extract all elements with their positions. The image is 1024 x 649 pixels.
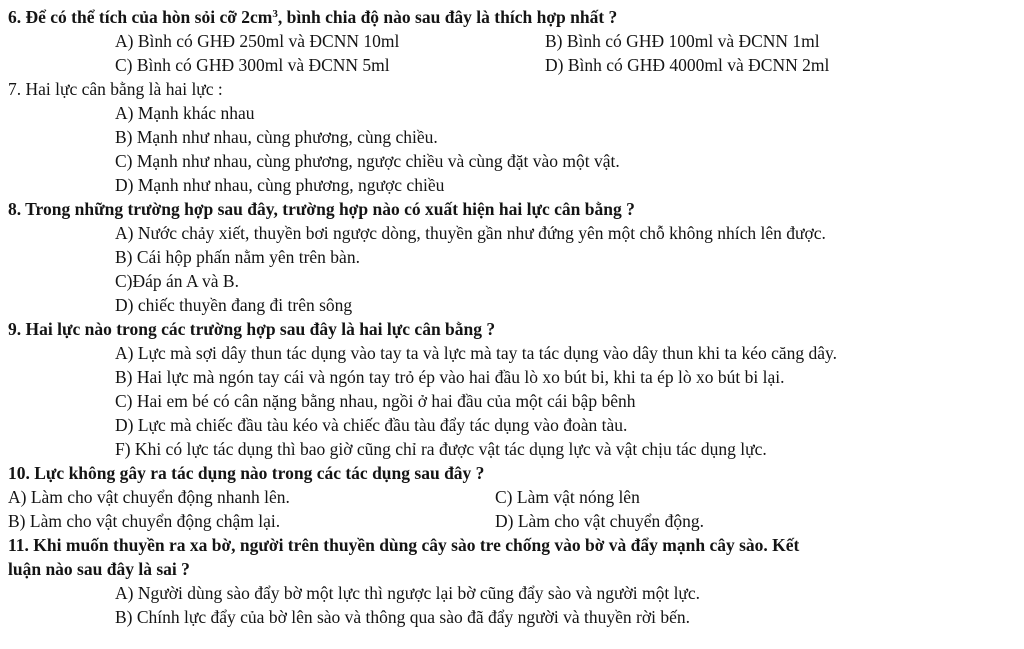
question-9-option-d: D) Lực mà chiếc đầu tàu kéo và chiếc đầu tàu đẩy tác dụng vào đoàn tàu. — [115, 415, 628, 435]
question-9-option-f: F) Khi có lực tác dụng thì bao giờ cũng chỉ ra được vật tác dụng lực và vật chịu tác dụng lực. — [115, 439, 767, 459]
question-11-stem-line-2: luận nào sau đây là sai ? — [8, 559, 190, 579]
question-6-stem-pre: 6. Để có thể tích của hòn sỏi cỡ 2cm — [8, 7, 273, 27]
question-10-option-b: B) Làm cho vật chuyển động chậm lại. — [8, 511, 281, 531]
question-7-option-d: D) Mạnh như nhau, cùng phương, ngược chiều — [115, 175, 445, 195]
question-11-option-b: B) Chính lực đẩy của bờ lên sào và thông qua sào đã đẩy người và thuyền rời bến. — [115, 607, 691, 627]
question-6-stem-post: , bình chia độ nào sau đây là thích hợp nhất ? — [277, 7, 618, 27]
question-11-stem-line-1: 11. Khi muốn thuyền ra xa bờ, người trên thuyền dùng cây sào tre chống vào bờ và đẩy mạnh cây sào. Kết — [8, 535, 800, 555]
question-7-option-a: A) Mạnh khác nhau — [115, 103, 255, 123]
question-9-option-b: B) Hai lực mà ngón tay cái và ngón tay trỏ ép vào hai đầu lò xo bút bi, khi ta ép lò xo bút bi lại. — [115, 367, 785, 387]
question-9-option-a: A) Lực mà sợi dây thun tác dụng vào tay ta và lực mà tay ta tác dụng vào dây thun khi ta kéo căng dây. — [115, 343, 838, 363]
question-8-option-b: B) Cái hộp phấn nằm yên trên bàn. — [115, 247, 360, 267]
question-10-option-d: D) Làm cho vật chuyển động. — [495, 511, 704, 531]
question-10-stem: 10. Lực không gây ra tác dụng nào trong các tác dụng sau đây ? — [8, 463, 485, 483]
question-8-option-c: C)Đáp án A và B. — [115, 271, 239, 291]
question-6-option-a: A) Bình có GHĐ 250ml và ĐCNN 10ml — [115, 31, 400, 51]
question-8-option-d: D) chiếc thuyền đang đi trên sông — [115, 295, 353, 315]
question-6-option-b: B) Bình có GHĐ 100ml và ĐCNN 1ml — [545, 31, 820, 51]
question-7-option-b: B) Mạnh như nhau, cùng phương, cùng chiều. — [115, 127, 438, 147]
question-6-stem-superscript: 3 — [272, 8, 278, 20]
question-8-option-a: A) Nước chảy xiết, thuyền bơi ngược dòng, thuyền gần như đứng yên một chỗ không nhích lên được. — [115, 223, 826, 243]
question-7-stem: 7. Hai lực cân bằng là hai lực : — [8, 79, 223, 99]
question-10-option-a: A) Làm cho vật chuyển động nhanh lên. — [8, 487, 290, 507]
question-11-option-a: A) Người dùng sào đẩy bờ một lực thì ngược lại bờ cũng đẩy sào và người một lực. — [115, 583, 701, 603]
question-6-option-c: C) Bình có GHĐ 300ml và ĐCNN 5ml — [115, 55, 390, 75]
question-10-option-c: C) Làm vật nóng lên — [495, 487, 640, 507]
question-9-option-c: C) Hai em bé có cân nặng bằng nhau, ngồi ở hai đầu của một cái bập bênh — [115, 391, 636, 411]
question-9-stem: 9. Hai lực nào trong các trường hợp sau đây là hai lực cân bằng ? — [8, 319, 496, 339]
question-8-stem: 8. Trong những trường hợp sau đây, trường hợp nào có xuất hiện hai lực cân bằng ? — [8, 199, 635, 219]
question-6-stem — [8, 6, 617, 28]
question-7-option-c: C) Mạnh như nhau, cùng phương, ngược chiều và cùng đặt vào một vật. — [115, 151, 620, 171]
question-6-option-d: D) Bình có GHĐ 4000ml và ĐCNN 2ml — [545, 55, 830, 75]
